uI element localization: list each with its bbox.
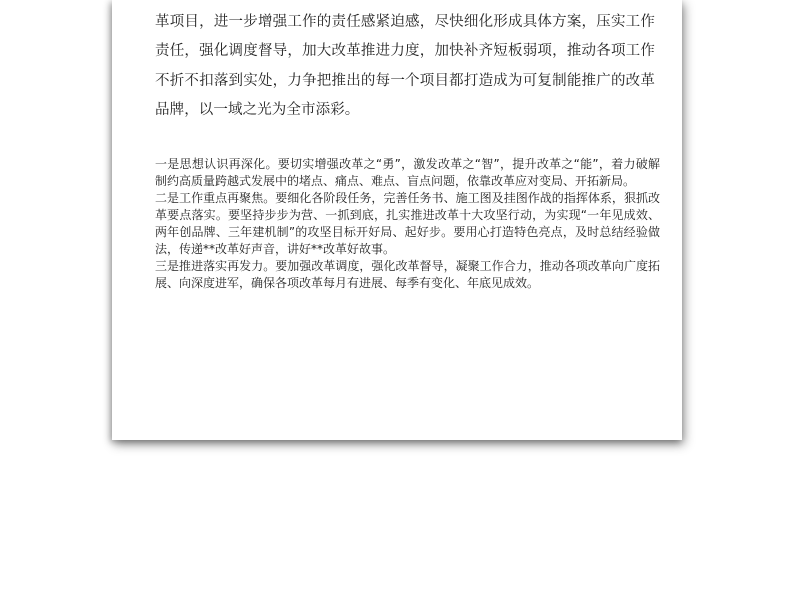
list-item: 一是思想认识再深化。要切实增强改革之“勇”，激发改革之“智”，提升改革之“能”，着力破解制约高质量跨越式发展中的堵点、痛点、难点、盲点问题，依靠改革应对变局、开拓新局。 — [155, 157, 660, 188]
list-item: 三是推进落实再发力。要加强改革调度，强化改革督导，凝聚工作合力，推动各项改革向广度拓展、向深度进军，确保各项改革每月有进展、每季有变化、年底见成效。 — [155, 259, 660, 290]
document-page — [112, 0, 682, 440]
list-item: 二是工作重点再聚焦。要细化各阶段任务，完善任务书、施工图及挂图作战的指挥体系，狠抓改革要点落实。要坚持步步为营、一抓到底，扎实推进改革十大攻坚行动，为实现“一年见成效、两年创品牌、三年建机制”的攻坚目标开好局、起好步。要用心打造特色亮点，及时总结经验做法，传递**改革好声音，讲好**改革好故事。 — [155, 191, 660, 256]
intro-paragraph: 革项目，进一步增强工作的责任感紧迫感，尽快细化形成具体方案，压实工作责任，强化调度督导，加大改革推进力度，加快补齐短板弱项，推动各项工作不折不扣落到实处，力争把推出的每一个项目都打造成为可复制能推广的改革品牌，以一域之光为全市添彩。 — [155, 14, 655, 118]
measures-list — [155, 156, 660, 292]
